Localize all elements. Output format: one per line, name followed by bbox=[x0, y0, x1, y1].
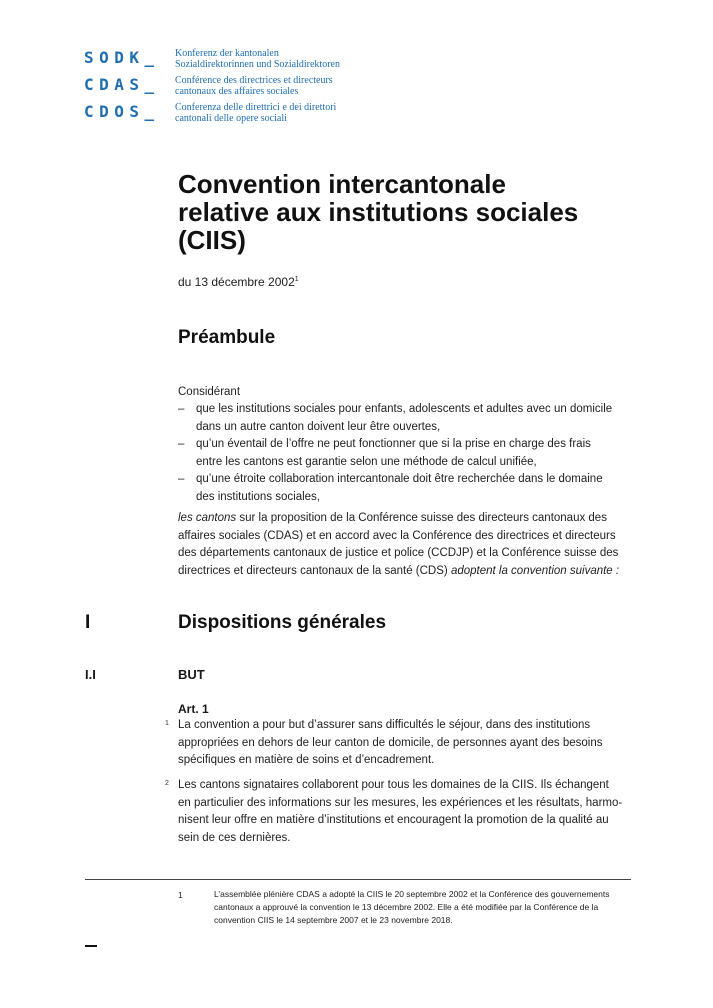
logo-text-line: cantonaux des affaires sociales bbox=[175, 86, 299, 97]
paragraph-line: Les cantons signataires collaborent pour tous les domaines de la CIIS. Ils échangent bbox=[178, 779, 609, 791]
list-item-line: entre les cantons est garantie selon une méthode de calcul unifiée, bbox=[196, 455, 537, 468]
list-item-line: que les institutions sociales pour enfants, adolescents et adultes avec un domicile bbox=[196, 403, 613, 415]
subsection-title: BUT bbox=[178, 667, 205, 682]
logo-text-line: Conferenza delle direttrici e dei direttori bbox=[175, 102, 337, 113]
article-label: Art. 1 bbox=[178, 702, 209, 716]
closing-line: affaires sociales (CDAS) et en accord avec la Conférence des directrices et directeurs bbox=[178, 529, 616, 542]
list-item bbox=[178, 401, 648, 436]
footnote-line: cantonaux a approuvé la convention le 13 décembre 2002. Elle a été modifiée par la Conférence de la bbox=[214, 902, 599, 912]
dash-bullet: – bbox=[178, 438, 185, 450]
article-paragraph bbox=[178, 717, 648, 770]
closing-tail: adoptent la convention suivante : bbox=[450, 564, 620, 577]
preamble-list bbox=[178, 401, 648, 506]
closing-line bbox=[178, 563, 648, 581]
list-item bbox=[178, 471, 648, 506]
footnote-text bbox=[214, 888, 614, 927]
logo-text-line: Konferenz der kantonalen bbox=[175, 48, 279, 59]
title-line: relative aux institutions sociales bbox=[178, 197, 579, 227]
logo-text-line: Sozialdirektorinnen und Sozialdirektoren bbox=[175, 59, 340, 70]
footnote-number: 1 bbox=[178, 890, 183, 900]
list-item-line: dans un autre canton doivent leur être ouvertes, bbox=[196, 420, 441, 433]
paragraph-number: 2 bbox=[165, 780, 169, 787]
paragraph-line: en particulier des informations sur les mesures, les expériences et les résultats, harmo- bbox=[178, 796, 623, 809]
section-number: I bbox=[85, 612, 91, 633]
logo-code-cdos: CDOS_ bbox=[84, 102, 160, 121]
list-item-line: qu’un éventail de l’offre ne peut fonctionner que si la prise en charge des frais bbox=[196, 438, 591, 450]
dash-bullet: – bbox=[178, 473, 185, 485]
footnote-line: convention CIIS le 14 septembre 2007 et le 23 novembre 2018. bbox=[214, 915, 453, 925]
article-paragraph bbox=[178, 777, 648, 847]
paragraph-line: La convention a pour but d’assurer sans difficultés le séjour, dans des institutions bbox=[178, 719, 591, 731]
preamble-closing bbox=[178, 510, 648, 580]
paragraph-line: nisent leur offre en matière d’institutions et encouragent la promotion de la qualité au bbox=[178, 814, 609, 826]
preamble-heading: Préambule bbox=[178, 327, 276, 348]
list-item-line: qu’une étroite collaboration intercantonale doit être recherchée dans le domaine bbox=[196, 473, 603, 485]
logo-text-sodk bbox=[175, 48, 415, 70]
logo-code-cdas: CDAS_ bbox=[84, 75, 160, 94]
paragraph-number: 1 bbox=[165, 720, 169, 727]
page-end-mark bbox=[85, 945, 97, 947]
section-title: Dispositions générales bbox=[178, 612, 387, 633]
footnote-divider bbox=[85, 879, 631, 880]
subsection-number: I.I bbox=[85, 667, 96, 682]
paragraph-line: appropriées en dehors de leur canton de domicile, de personnes ayant des besoins bbox=[178, 736, 603, 749]
logo-text-cdas bbox=[175, 75, 415, 97]
paragraph-line: spécifiques en matière de soins et d’encadrement. bbox=[178, 754, 435, 766]
list-item-line: des institutions sociales, bbox=[196, 490, 321, 503]
logo-text-line: Conférence des directrices et directeurs bbox=[175, 75, 333, 86]
dash-bullet: – bbox=[178, 403, 185, 415]
closing-lead: les cantons bbox=[178, 512, 237, 524]
list-item bbox=[178, 436, 648, 471]
logo-text-line: cantonali delle opere sociali bbox=[175, 113, 287, 124]
logo-code-sodk: SODK_ bbox=[84, 48, 160, 67]
closing-text: sur la proposition de la Conférence suisse des directeurs cantonaux des bbox=[236, 512, 607, 524]
paragraph-line: sein de ces dernières. bbox=[178, 831, 291, 844]
closing-line bbox=[178, 510, 648, 528]
preamble-intro: Considérant bbox=[178, 386, 241, 398]
document-date bbox=[178, 275, 299, 289]
date-text: du 13 décembre 2002 bbox=[178, 275, 295, 289]
footnote-line: L’assemblée plénière CDAS a adopté la CIIS le 20 septembre 2002 et la Conférence des gouvernements bbox=[214, 889, 610, 899]
closing-text: directrices et directeurs cantonaux de la santé (CDS) bbox=[178, 564, 451, 577]
closing-line: des départements cantonaux de justice et police (CCDJP) et la Conférence suisse des bbox=[178, 547, 619, 559]
document-title bbox=[178, 170, 648, 254]
footnote-ref: 1 bbox=[294, 276, 299, 283]
logo-text-cdos bbox=[175, 102, 415, 124]
title-line: Convention intercantonale bbox=[178, 169, 506, 199]
title-line: (CIIS) bbox=[178, 225, 246, 255]
